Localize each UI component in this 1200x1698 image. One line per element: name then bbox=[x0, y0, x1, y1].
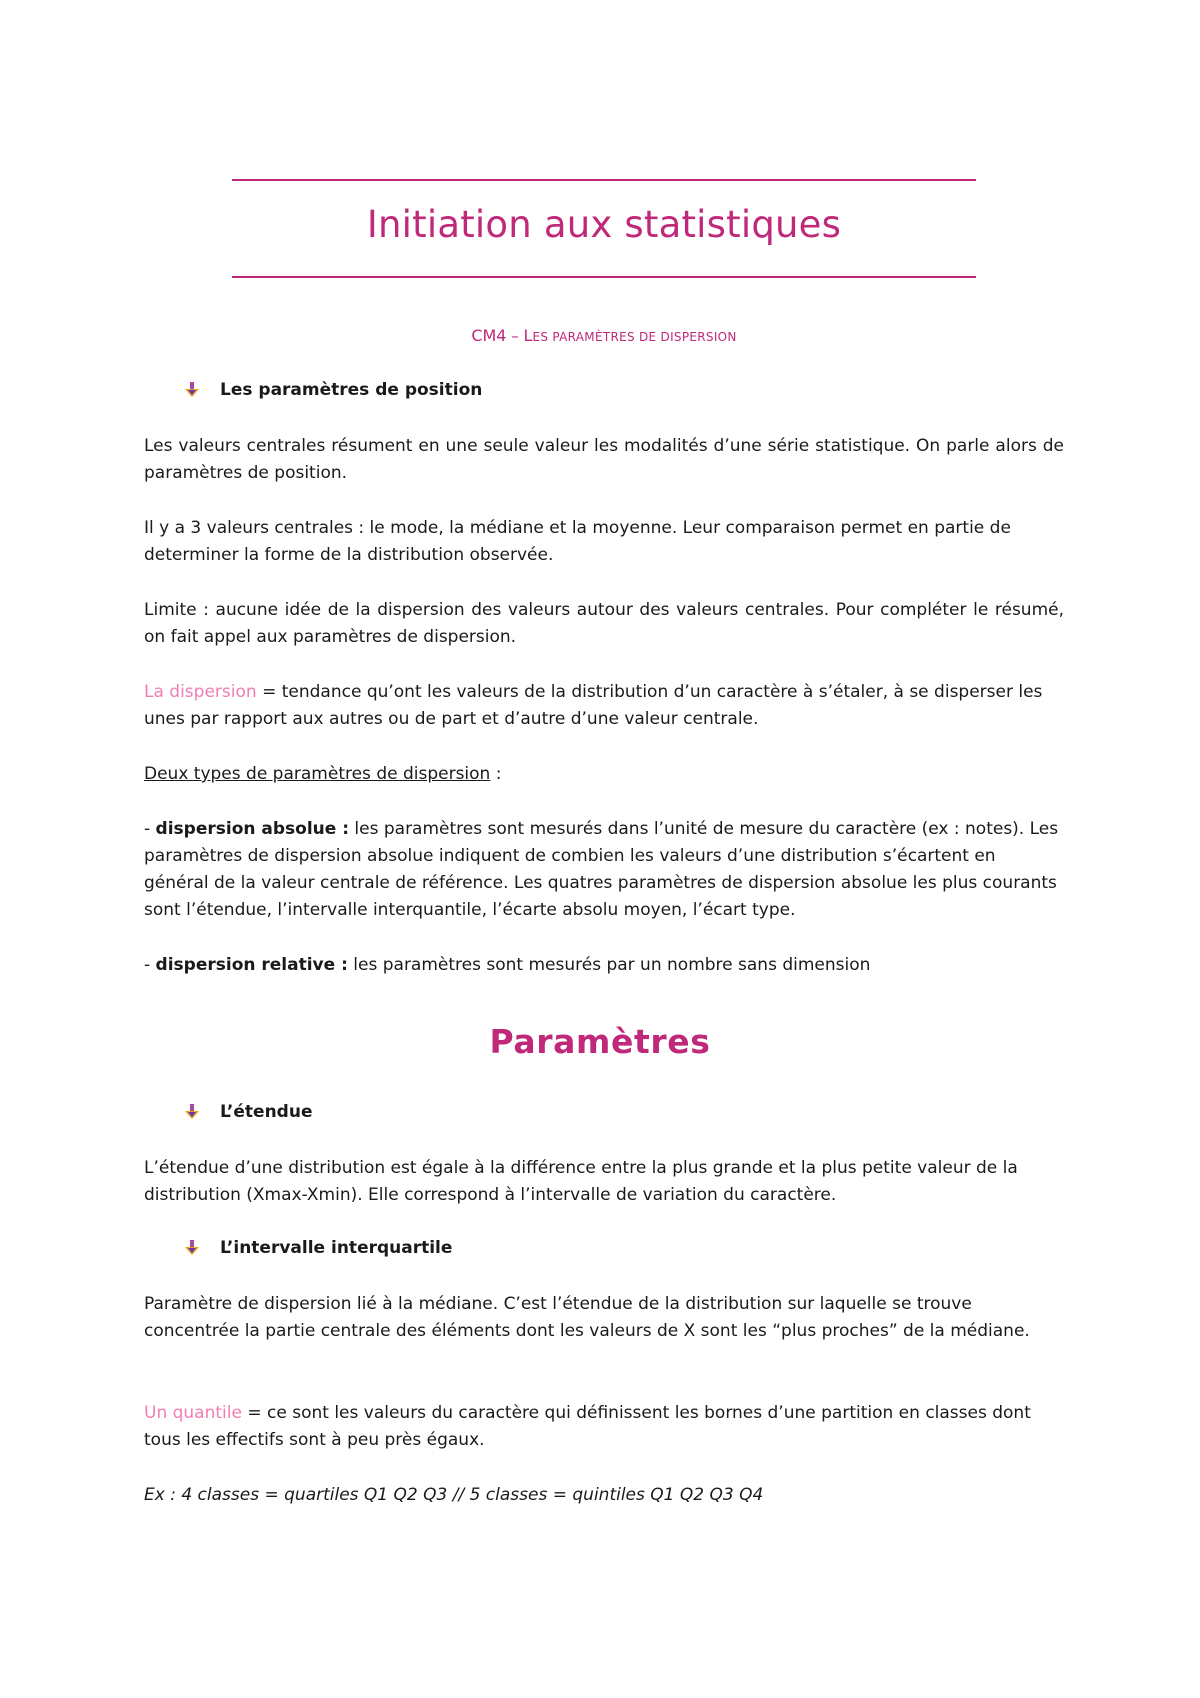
heading-position bbox=[184, 380, 482, 400]
subtitle-code: CM4 bbox=[471, 326, 507, 345]
subtitle-cap: L bbox=[523, 326, 533, 345]
paragraph-two-types bbox=[144, 761, 1064, 788]
document-subtitle bbox=[232, 326, 976, 345]
heading-etendue bbox=[184, 1102, 312, 1122]
arrow-bullet-icon bbox=[184, 382, 200, 398]
absolute-text: les paramètres sont mesurés dans l’unité de mesure du caractère (ex : notes). Les paramètres de dispersion absolue indiquent de combien les valeurs d’une distribution s’écartent en général de la valeur centrale de référence. Les quatres paramètres de dispersion absolue les plus courants sont l’étendue, l’intervalle interquantile, l’écarte absolu moyen, l’écart type. bbox=[144, 819, 1059, 920]
subtitle-dash: – bbox=[506, 327, 524, 345]
relative-lead: - bbox=[144, 955, 156, 975]
paragraph-example: Ex : 4 classes = quartiles Q1 Q2 Q3 // 5 classes = quintiles Q1 Q2 Q3 Q4 bbox=[144, 1485, 764, 1505]
document-title: Initiation aux statistiques bbox=[366, 203, 842, 246]
two-types-label: Deux types de paramètres de dispersion bbox=[144, 764, 491, 784]
subtitle-rest: ES PARAMÈTRES DE DISPERSION bbox=[532, 330, 737, 344]
paragraph-interquartile: Paramètre de dispersion lié à la médiane. C’est l’étendue de la distribution sur laquelle se trouve concentrée la partie centrale des éléments dont les valeurs de X sont les “plus proches” de la médiane. bbox=[144, 1294, 1030, 1341]
paragraph-etendue: L’étendue d’une distribution est égale à la différence entre la plus grande et la plus petite valeur de la distribution (Xmax-Xmin). Elle correspond à l’intervalle de variation du caractère. bbox=[144, 1158, 1018, 1205]
arrow-bullet-icon bbox=[184, 1240, 200, 1256]
paragraph-dispersion-definition bbox=[144, 679, 1064, 733]
paragraph-relative-dispersion bbox=[144, 952, 1064, 979]
arrow-bullet-icon bbox=[184, 1104, 200, 1120]
title-top-rule bbox=[232, 179, 976, 181]
quantile-definition-text: = ce sont les valeurs du caractère qui définissent les bornes d’une partition en classes dont tous les effectifs sont à peu près égaux. bbox=[144, 1403, 1031, 1450]
absolute-lead: - bbox=[144, 819, 156, 839]
paragraph-central-values: Les valeurs centrales résument en une seule valeur les modalités d’une série statistique. On parle alors de paramètres de position. bbox=[144, 436, 1064, 483]
heading-etendue-label: L’étendue bbox=[220, 1102, 313, 1122]
paragraph-absolute-dispersion bbox=[144, 816, 1064, 924]
term-quantile: Un quantile bbox=[144, 1403, 242, 1423]
title-bottom-rule bbox=[232, 276, 976, 278]
relative-text: les paramètres sont mesurés par un nombre sans dimension bbox=[347, 955, 871, 975]
dispersion-definition-text: = tendance qu’ont les valeurs de la distribution d’un caractère à s’étaler, à se disperser les unes par rapport aux autres ou de part et d’autre d’une valeur centrale. bbox=[144, 682, 1043, 729]
paragraph-quantile-definition bbox=[144, 1400, 1064, 1454]
term-dispersion: La dispersion bbox=[144, 682, 257, 702]
relative-term: dispersion relative : bbox=[155, 955, 348, 975]
section-heading-parametres: Paramètres bbox=[489, 1022, 711, 1061]
paragraph-three-values: Il y a 3 valeurs centrales : le mode, la médiane et la moyenne. Leur comparaison permet en partie de determiner la forme de la distribution observée. bbox=[144, 518, 1011, 565]
heading-position-label: Les paramètres de position bbox=[220, 380, 483, 400]
paragraph-limit: Limite : aucune idée de la dispersion des valeurs autour des valeurs centrales. Pour compléter le résumé, on fait appel aux paramètres de dispersion. bbox=[144, 600, 1064, 647]
heading-interquartile bbox=[184, 1238, 452, 1258]
absolute-term: dispersion absolue : bbox=[155, 819, 350, 839]
heading-interquartile-label: L’intervalle interquartile bbox=[220, 1238, 453, 1258]
two-types-colon: : bbox=[490, 764, 502, 784]
